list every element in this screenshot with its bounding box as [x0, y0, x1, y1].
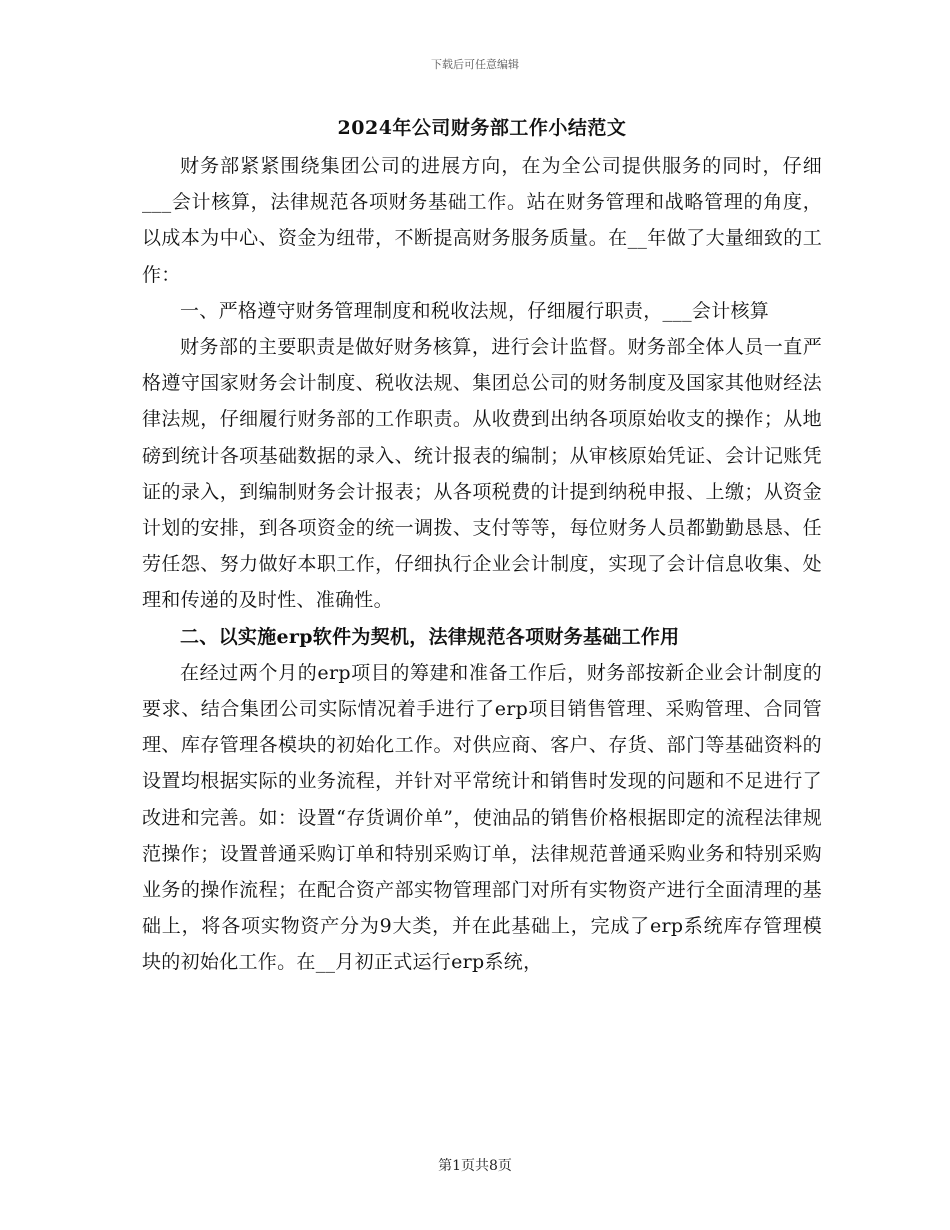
page-number: 第1页共8页 — [438, 1158, 512, 1174]
paragraph-section-2: 在经过两个月的erp项目的筹建和准备工作后，财务部按新企业会计制度的要求、结合集团公司实际情况着手进行了erp项目销售管理、采购管理、合同管理、库存管理各模块的初始化工作。对供应商、客户、存货、部门等基础资料的设置均根据实际的业务流程，并针对平常统计和销售时发现的问题和不足进行了改进和完善。如：设置“存货调价单”，使油品的销售价格根据即定的流程法律规范操作；设置普通采购订单和特别采购订单，法律规范普通采购业务和特别采购业务的操作流程；在配合资产部实物管理部门对所有实物资产进行全面清理的基础上，将各项实物资产分为9大类，并在此基础上，完成了erp系统库存管理模块的初始化工作。在__月初正式运行erp系统， — [142, 661, 822, 974]
document-title: 2024年公司财务部工作小结范文 — [337, 117, 627, 139]
header-note: 下载后可任意编辑 — [431, 58, 519, 71]
paragraph-intro: 财务部紧紧围绕集团公司的进展方向，在为全公司提供服务的同时，仔细___会计核算，法律规范各项财务基础工作。站在财务管理和战略管理的角度，以成本为中心、资金为纽带，不断提高财务服务质量。在__年做了大量细致的工作： — [142, 155, 822, 286]
section-heading-2: 二、以实施erp软件为契机，法律规范各项财务基础工作用 — [180, 625, 680, 648]
paragraph-section-1: 财务部的主要职责是做好财务核算，进行会计监督。财务部全体人员一直严格遵守国家财务会计制度、税收法规、集团总公司的财务制度及国家其他财经法律法规，仔细履行财务部的工作职责。从收费到出纳各项原始收支的操作；从地磅到统计各项基础数据的录入、统计报表的编制；从审核原始凭证、会计记账凭证的录入，到编制财务会计报表；从各项税费的计提到纳税申报、上缴；从资金计划的安排，到各项资金的统一调拨、支付等等，每位财务人员都勤勤恳恳、任劳任怨、努力做好本职工作，仔细执行企业会计制度，实现了会计信息收集、处理和传递的及时性、准确性。 — [142, 336, 822, 612]
document-body — [142, 110, 822, 981]
section-heading-1: 一、严格遵守财务管理制度和税收法规，仔细履行职责，___会计核算 — [180, 299, 770, 322]
